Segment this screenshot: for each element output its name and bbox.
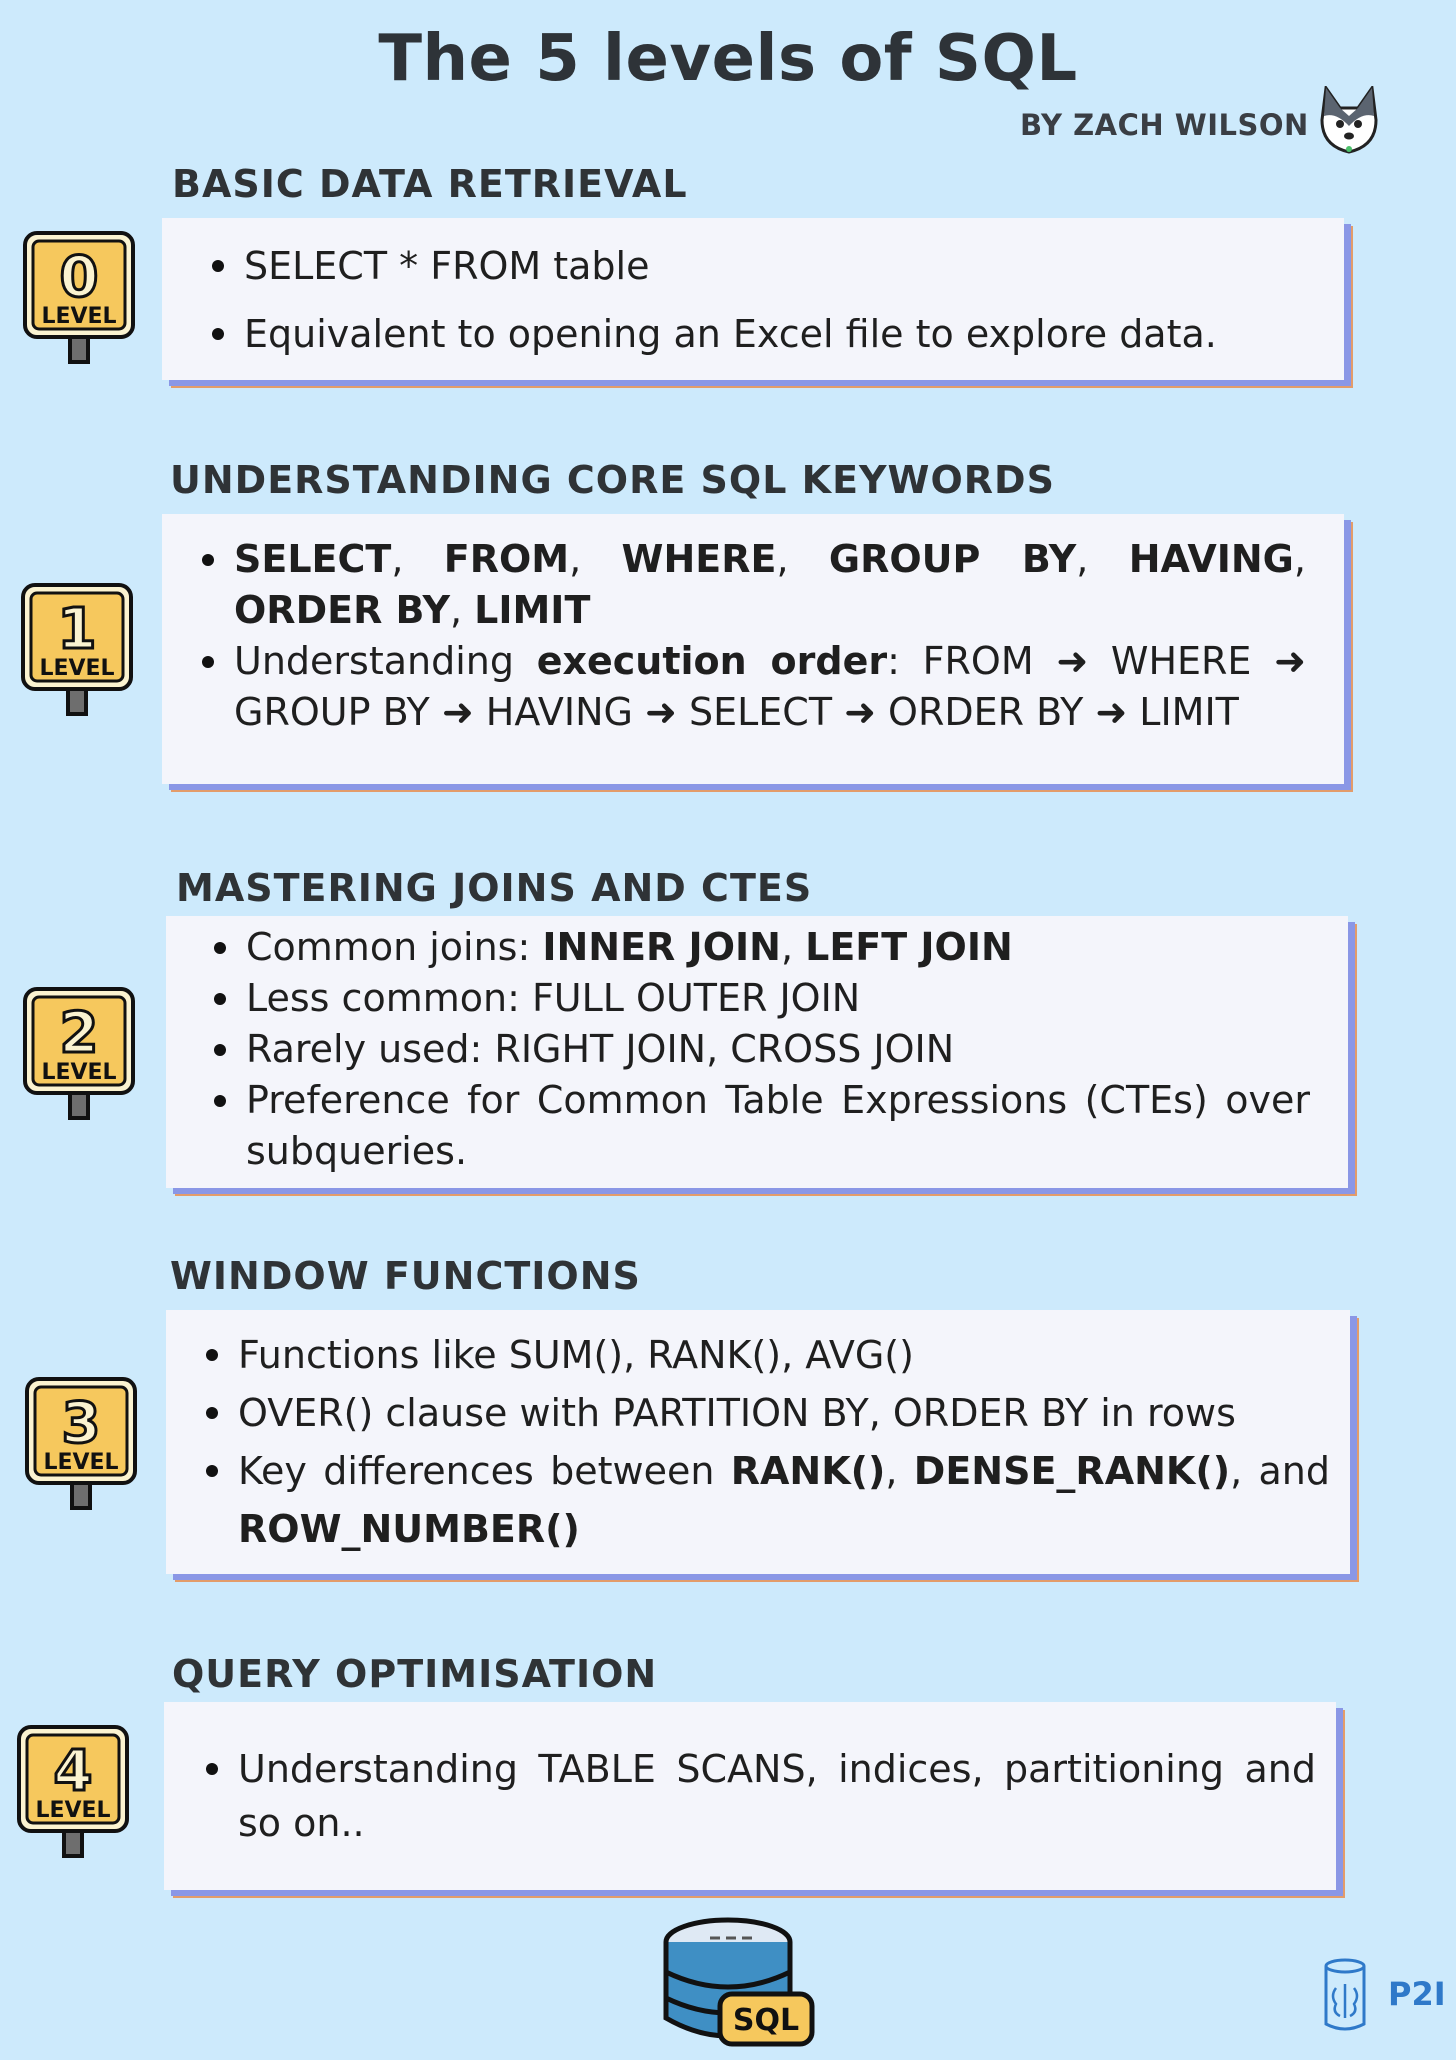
level-2-heading: MASTERING JOINS AND CTES (176, 866, 813, 910)
level-0-number: 0 (59, 245, 99, 310)
item-text: , (1293, 537, 1306, 581)
page-title: The 5 levels of SQL (378, 22, 1078, 96)
item-text: , (449, 588, 475, 632)
author-byline: BY ZACH WILSON (1020, 108, 1309, 142)
level-2-badge (22, 986, 138, 1126)
item-text: Preference for Common Table Expressions (CTEs) over subqueries. (246, 1078, 1310, 1173)
level-0-card (162, 218, 1344, 380)
item-text: : FROM ➜ WHERE ➜ GROUP BY ➜ HAVING ➜ SELECT ➜ ORDER BY ➜ LIMIT (234, 639, 1307, 734)
level-sign-icon (24, 1376, 140, 1516)
level-1-number: 1 (57, 597, 97, 662)
item-text: Key differences between (238, 1449, 731, 1493)
level-sign-icon (22, 230, 138, 370)
brain-cylinder-logo-icon (1322, 1958, 1368, 2034)
keyword-text: INNER JOIN (542, 925, 781, 969)
level-3-list (196, 1326, 1330, 1558)
bullet-item (202, 232, 1314, 300)
item-text: Understanding TABLE SCANS, indices, partitioning and so on.. (238, 1747, 1316, 1845)
level-3-number: 3 (61, 1391, 101, 1456)
db-label: SQL (732, 2003, 800, 2038)
level-3-badge (24, 1376, 140, 1516)
keyword-text: WHERE (621, 537, 777, 581)
bullet-item (196, 1742, 1316, 1850)
keyword-text: DENSE_RANK() (913, 1449, 1231, 1493)
husky-mascot-icon (1318, 86, 1380, 154)
level-1-list (192, 534, 1306, 738)
bullet-item (202, 300, 1314, 368)
bullet-item (192, 636, 1306, 738)
level-4-card (164, 1702, 1336, 1890)
level-1-card (162, 514, 1344, 784)
item-text: , and (1230, 1449, 1330, 1493)
level-sign-icon (20, 582, 136, 722)
keyword-text: RANK() (730, 1449, 886, 1493)
item-text: , (885, 1449, 914, 1493)
item-text: , (1076, 537, 1129, 581)
level-0-heading: BASIC DATA RETRIEVAL (172, 162, 688, 206)
level-4-heading: QUERY OPTIMISATION (172, 1652, 658, 1696)
bullet-item (196, 1442, 1330, 1558)
keyword-text: HAVING (1128, 537, 1294, 581)
item-text: Functions like SUM(), RANK(), AVG() (238, 1333, 914, 1377)
level-sign-icon (22, 986, 138, 1126)
bullet-item (204, 1024, 1310, 1075)
level-0-list (202, 232, 1314, 368)
keyword-text: execution order (536, 639, 888, 683)
keyword-text: ORDER BY (234, 588, 450, 632)
level-2-list (204, 922, 1310, 1177)
level-2-badge-label: LEVEL (41, 1060, 117, 1085)
item-text: Understanding (234, 639, 537, 683)
keyword-text: FROM (443, 537, 570, 581)
p2i-brand: P2I (1388, 1975, 1446, 2013)
level-1-badge (20, 582, 136, 722)
level-2-number: 2 (59, 1001, 99, 1066)
bullet-item (204, 1075, 1310, 1177)
item-text: OVER() clause with PARTITION BY, ORDER BY in rows (238, 1391, 1236, 1435)
level-4-badge-label: LEVEL (35, 1798, 111, 1823)
level-1-heading: UNDERSTANDING CORE SQL KEYWORDS (170, 458, 1055, 502)
level-0-badge (22, 230, 138, 370)
level-0-badge-label: LEVEL (41, 304, 117, 329)
level-4-number: 4 (53, 1739, 93, 1804)
sql-database-icon (648, 1914, 820, 2060)
level-4-badge (16, 1724, 132, 1864)
bullet-item (204, 922, 1310, 973)
item-text: , (569, 537, 622, 581)
item-text: Equivalent to opening an Excel file to explore data. (244, 312, 1217, 356)
level-2-card (166, 916, 1348, 1188)
keyword-text: LEFT JOIN (805, 925, 1013, 969)
item-text: , (780, 925, 806, 969)
level-3-badge-label: LEVEL (43, 1450, 119, 1475)
level-1-badge-label: LEVEL (39, 656, 115, 681)
keyword-text: GROUP BY (828, 537, 1077, 581)
item-text: , (776, 537, 829, 581)
level-3-card (166, 1310, 1350, 1574)
level-3-heading: WINDOW FUNCTIONS (170, 1254, 641, 1298)
item-text: Common joins: (246, 925, 543, 969)
bullet-item (192, 534, 1306, 636)
item-text: SELECT * FROM table (244, 244, 650, 288)
bullet-item (196, 1326, 1330, 1384)
level-4-list (196, 1742, 1316, 1850)
keyword-text: ROW_NUMBER() (238, 1507, 580, 1551)
bullet-item (204, 973, 1310, 1024)
keyword-text: SELECT (234, 537, 392, 581)
bullet-item (196, 1384, 1330, 1442)
item-text: , (391, 537, 444, 581)
item-text: Rarely used: RIGHT JOIN, CROSS JOIN (246, 1027, 955, 1071)
level-sign-icon (16, 1724, 132, 1864)
keyword-text: LIMIT (474, 588, 591, 632)
item-text: Less common: FULL OUTER JOIN (246, 976, 861, 1020)
